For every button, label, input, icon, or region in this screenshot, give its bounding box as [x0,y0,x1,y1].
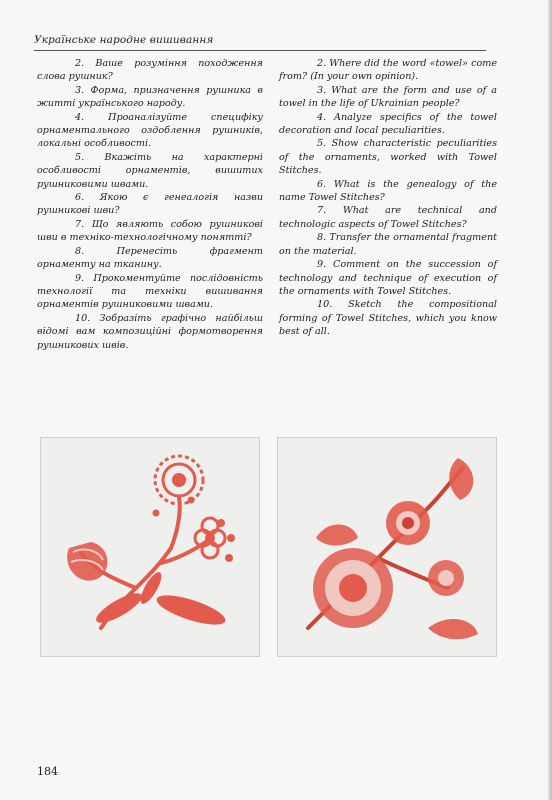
flower-motif [386,501,430,545]
question-ua: 10. Зобразіть графічно найбільш відомі вам композиційні формотворення рушникових швів. [37,312,263,351]
question-en: 9. Comment on the succession of technology and technique of execution of the ornaments with Towel Stitches. [279,259,497,297]
question-ua: 3. Форма, призначення рушника в житті українського народу. [37,84,263,110]
question-en: 7. What are technical and technologic aspects of Towel Stitches? [279,205,497,230]
question-en: 8. Transfer the ornamental fragment on the material. [279,232,497,257]
bud-motif [428,560,464,596]
question-en: 5. Show characteristic peculiarities of the ornaments, worked with Towel Stitches. [279,138,497,177]
berry-motif [67,542,107,581]
large-flower-motif [313,548,393,628]
question-ua: 6. Якою є генеалогія назви рушникові шви? [37,192,263,217]
question-en: 2. Where did the word «towel» come from? (In your own opinion). [279,58,497,83]
question-ua: 7. Що являють собою рушникові шви в техніко-технологічному понятті? [37,218,263,244]
header-rule [34,50,486,51]
page-edge-shadow [548,0,552,800]
question-ua: 4. Проаналізуйте специфіку орнаментального оздоблення рушників, локальні особливості. [37,111,263,150]
question-en: 3. What are the form and use of a towel in the life of Ukrainian people? [279,84,497,110]
question-ua: 5. Вкажіть на характерні особливості орнаментів, вишитих рушниковими швами. [37,151,263,190]
question-en: 10. Sketch the compositional forming of Towel Stitches, which you know best of all. [279,299,497,338]
embroidery-illustration-left [40,437,260,657]
question-en: 6. What is the genealogy of the name Towel Stitches? [279,178,497,204]
ukrainian-questions-column [37,57,263,352]
floral-embroidery-right [278,438,496,656]
floral-embroidery-left [41,438,259,656]
question-ua: 8. Перенесіть фрагмент орнаменту на тканину. [37,245,263,271]
english-questions-column [279,57,497,339]
sunflower-motif [155,456,203,504]
embroidery-illustration-right [277,437,497,657]
running-header: Українське народне вишивання [34,34,214,46]
page-number: 184 [37,765,58,778]
question-ua: 2. Ваше розуміння походження слова рушник? [37,58,263,83]
question-ua: 9. Прокоментуйте послідовність технології та техніки вишивання орнаментів рушниковими швами. [37,272,263,311]
question-en: 4. Analyze specifics of the towel decoration and local peculiarities. [279,111,497,137]
